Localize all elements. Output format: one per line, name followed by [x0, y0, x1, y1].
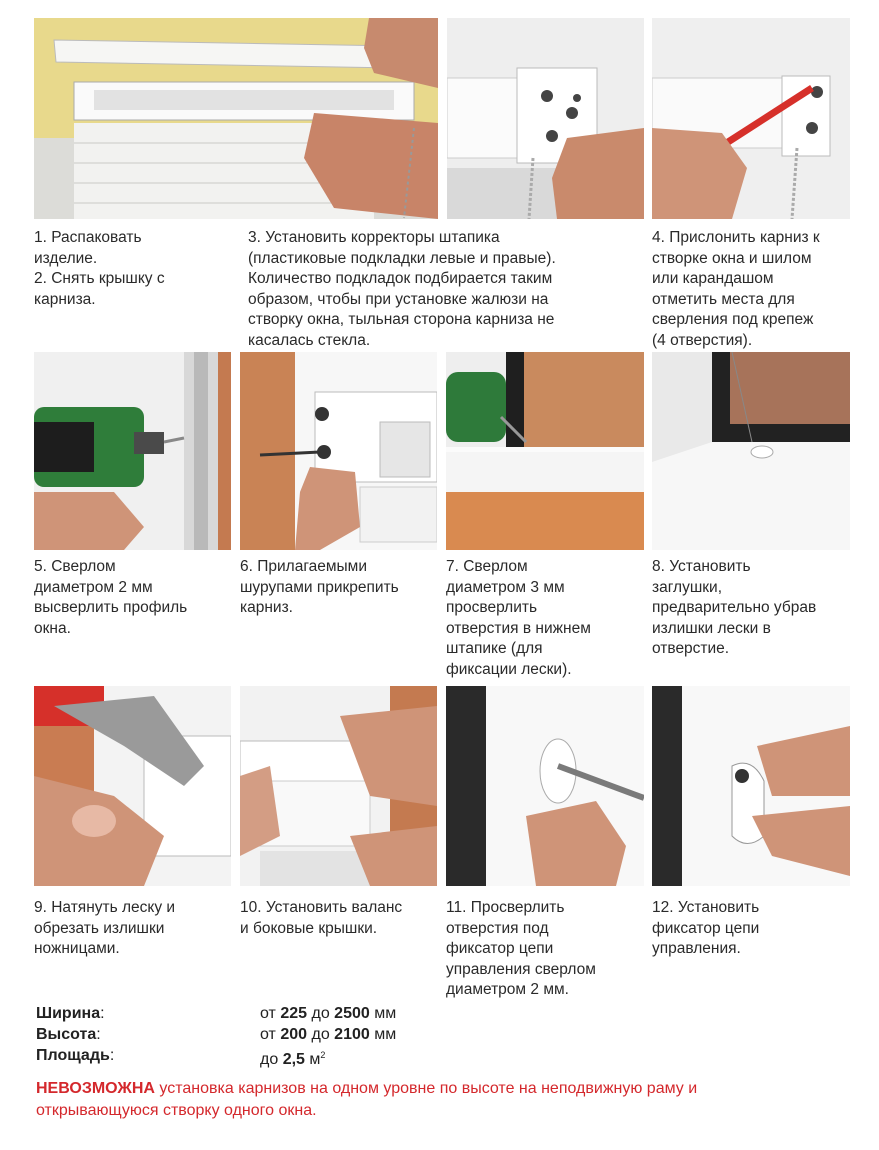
caption-step-12: 12. Установить фиксатор цепи управления.: [652, 899, 760, 957]
caption-step-8: 8. Установить заглушки, предварительно убрав излишки лески в отверстие.: [652, 558, 817, 657]
caption-step-7: 7. Сверлом диаметром 3 мм просверлить отверстия в нижнем штапике (для фиксации лески).: [446, 558, 591, 678]
caption-step-9: 9. Натянуть леску и обрезать излишки ножницами.: [34, 899, 176, 957]
caption-step-5: 5. Сверлом диаметром 2 мм высверлить профиль окна.: [34, 558, 188, 637]
spec-width-value: от 225 до 2500 мм: [260, 1005, 397, 1022]
warning-strong: НЕВОЗМОЖНА: [36, 1080, 155, 1097]
photo-step-1-unpack-cornice: [34, 18, 438, 219]
photo-step-12-install-holder: [652, 686, 850, 886]
spec-area-label: Площадь: [36, 1047, 110, 1064]
caption-step-10: 10. Установить валанс и боковые крышки.: [240, 899, 403, 937]
photo-step-5-drill-profile: [34, 352, 231, 550]
installation-warning: НЕВОЗМОЖНА установка карнизов на одном уровне по высоте на неподвижную раму и открывающуюся створку одного окна.: [36, 1080, 698, 1119]
photo-step-3-corrector: [447, 18, 644, 219]
caption-step-6: 6. Прилагаемыми шурупами прикрепить карниз.: [240, 558, 399, 616]
spec-area-value: до 2,5 $м^2$: [260, 1050, 326, 1068]
photo-step-6-screws: [240, 352, 437, 550]
photo-step-9-cut-line: [34, 686, 231, 886]
photo-step-7-drill-bead: [446, 352, 644, 550]
spec-height-label: Высота: [36, 1026, 97, 1043]
photo-step-11-drill-holder: [446, 686, 644, 886]
caption-step-3: 3. Установить корректоры штапика (пластиковые подкладки левые и правые). Количество подкладок подбирается таким образом, чтобы при установке жалюзи на створку окна, тыльная сторона карниза не касалась стекла.: [248, 229, 556, 349]
caption-step-11: 11. Просверлить отверстия под фиксатор цепи управления сверлом диаметром 2 мм.: [446, 899, 596, 998]
photo-step-10-valance: [240, 686, 437, 886]
caption-step-1-2: 1. Распаковать изделие. 2. Снять крышку с карниза.: [34, 229, 165, 308]
spec-width-label: Ширина: [36, 1005, 101, 1022]
photo-step-8-plugs: [652, 352, 850, 550]
caption-step-4: 4. Прислонить карниз к створке окна и шилом или карандашом отметить места для сверления под крепеж (4 отверстия).: [652, 229, 820, 349]
photo-step-4-marking-pencil: [652, 18, 850, 219]
spec-height-value: от 200 до 2100 мм: [260, 1026, 397, 1043]
